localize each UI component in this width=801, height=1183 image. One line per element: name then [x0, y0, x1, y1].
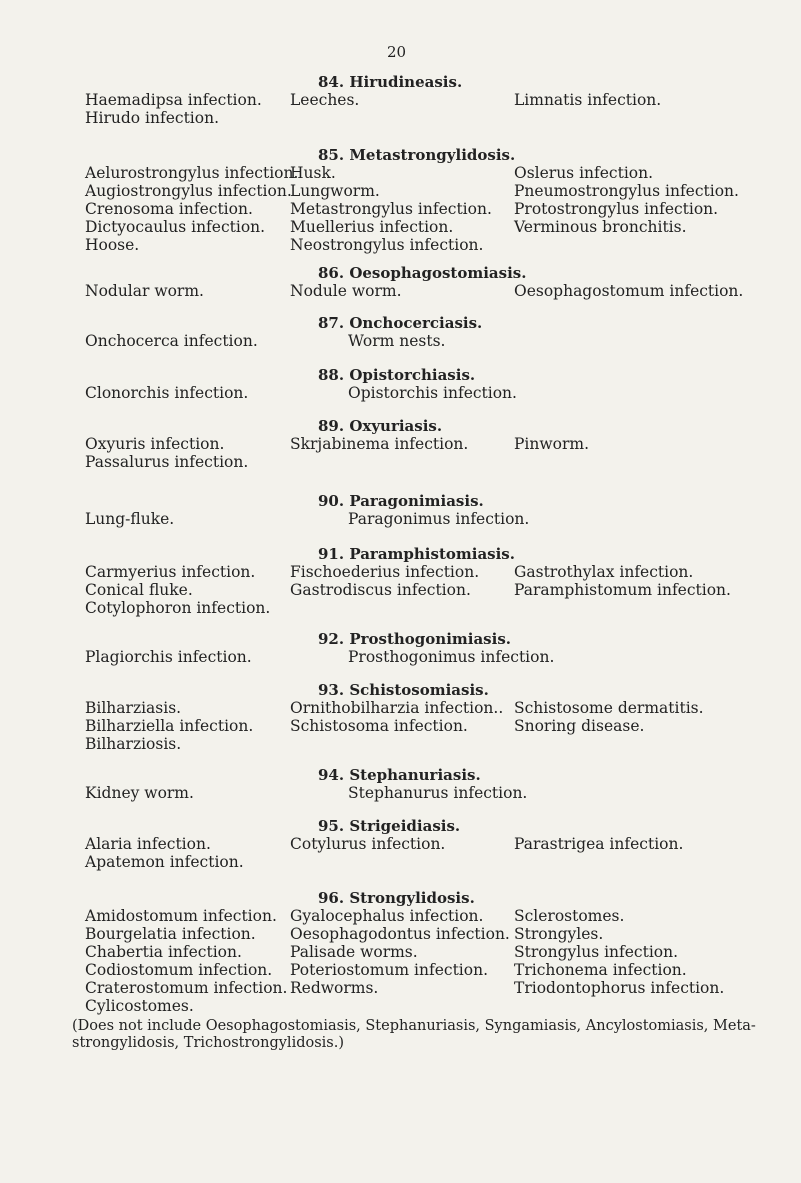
left-term: Chabertia infection. — [85, 943, 242, 961]
section-term: Lungworm. — [290, 182, 380, 200]
section-term: Paragonimus infection. — [348, 510, 530, 528]
left-term: Bilharziosis. — [85, 735, 182, 753]
section-heading: 87. Onchocerciasis. — [318, 314, 483, 332]
left-term: Augiostrongylus infection. — [85, 182, 292, 200]
section-term: Verminous bronchitis. — [514, 218, 687, 236]
section-term: Parastrigea infection. — [514, 835, 684, 853]
page-number: 20 — [387, 43, 407, 61]
left-term: Passalurus infection. — [85, 453, 249, 471]
section-term: Oesophagodontus infection. — [290, 925, 510, 943]
section-term: Schistosoma infection. — [290, 717, 468, 735]
section-term: Worm nests. — [348, 332, 446, 350]
footnote: (Does not include Oesophagostomiasis, Stephanuriasis, Syngamiasis, Ancylostomiasis, Meta-strongylidosis, Trichostrongylidosis.) — [72, 1018, 756, 1051]
section-term: Oesophagostomum infection. — [514, 282, 744, 300]
left-term: Amidostomum infection. — [85, 907, 277, 925]
section-term: Cotylurus infection. — [290, 835, 446, 853]
section-heading: 86. Oesophagostomiasis. — [318, 264, 527, 282]
section-heading: 89. Oxyuriasis. — [318, 417, 443, 435]
section-heading: 92. Prosthogonimiasis. — [318, 630, 511, 648]
left-term: Kidney worm. — [85, 784, 194, 802]
section-term: Metastrongylus infection. — [290, 200, 492, 218]
left-term: Hoose. — [85, 236, 140, 254]
section-term: Paramphistomum infection. — [514, 581, 731, 599]
left-term: Nodular worm. — [85, 282, 204, 300]
section-heading: 94. Stephanuriasis. — [318, 766, 481, 784]
left-term: Clonorchis infection. — [85, 384, 249, 402]
section-term: Husk. — [290, 164, 336, 182]
section-term: Gyalocephalus infection. — [290, 907, 484, 925]
section-term: Prosthogonimus infection. — [348, 648, 555, 666]
left-term: Crenosoma infection. — [85, 200, 253, 218]
section-term: Stephanurus infection. — [348, 784, 528, 802]
left-term: Cotylophoron infection. — [85, 599, 271, 617]
left-term: Oxyuris infection. — [85, 435, 225, 453]
section-term: Strongylus infection. — [514, 943, 679, 961]
section-term: Strongyles. — [514, 925, 604, 943]
section-heading: 88. Opistorchiasis. — [318, 366, 476, 384]
left-term: Codiostomum infection. — [85, 961, 273, 979]
left-term: Aelurostrongylus infection. — [85, 164, 299, 182]
section-term: Gastrodiscus infection. — [290, 581, 471, 599]
left-term: Apatemon infection. — [85, 853, 244, 871]
left-term: Dictyocaulus infection. — [85, 218, 266, 236]
left-term: Hirudo infection. — [85, 109, 220, 127]
section-term: Oslerus infection. — [514, 164, 654, 182]
section-term: Leeches. — [290, 91, 360, 109]
section-heading: 96. Strongylidosis. — [318, 889, 475, 907]
section-term: Limnatis infection. — [514, 91, 662, 109]
section-term: Protostrongylus infection. — [514, 200, 719, 218]
section-term: Neostrongylus infection. — [290, 236, 484, 254]
left-term: Alaria infection. — [85, 835, 211, 853]
left-term: Bourgelatia infection. — [85, 925, 256, 943]
section-term: Trichonema infection. — [514, 961, 687, 979]
left-term: Carmyerius infection. — [85, 563, 256, 581]
section-heading: 91. Paramphistomiasis. — [318, 545, 515, 563]
section-term: Muellerius infection. — [290, 218, 454, 236]
section-term: Pneumostrongylus infection. — [514, 182, 739, 200]
section-heading: 93. Schistosomiasis. — [318, 681, 489, 699]
left-term: Plagiorchis infection. — [85, 648, 252, 666]
section-term: Schistosome dermatitis. — [514, 699, 704, 717]
section-term: Ornithobilharzia infection.. — [290, 699, 504, 717]
section-term: Nodule worm. — [290, 282, 402, 300]
left-term: Craterostomum infection. — [85, 979, 288, 997]
section-heading: 84. Hirudineasis. — [318, 73, 463, 91]
section-heading: 85. Metastrongylidosis. — [318, 146, 516, 164]
section-term: Palisade worms. — [290, 943, 418, 961]
section-term: Skrjabinema infection. — [290, 435, 469, 453]
left-term: Haemadipsa infection. — [85, 91, 262, 109]
section-heading: 90. Paragonimiasis. — [318, 492, 484, 510]
section-term: Pinworm. — [514, 435, 590, 453]
left-term: Bilharziasis. — [85, 699, 182, 717]
section-term: Fischoederius infection. — [290, 563, 480, 581]
section-term: Sclerostomes. — [514, 907, 625, 925]
left-term: Conical fluke. — [85, 581, 193, 599]
left-term: Lung-fluke. — [85, 510, 175, 528]
section-term: Gastrothylax infection. — [514, 563, 694, 581]
section-term: Poteriostomum infection. — [290, 961, 489, 979]
left-term: Onchocerca infection. — [85, 332, 258, 350]
section-term: Redworms. — [290, 979, 379, 997]
section-heading: 95. Strigeidiasis. — [318, 817, 461, 835]
section-term: Snoring disease. — [514, 717, 645, 735]
section-term: Opistorchis infection. — [348, 384, 517, 402]
section-term: Triodontophorus infection. — [514, 979, 725, 997]
left-term: Cylicostomes. — [85, 997, 194, 1015]
left-term: Bilharziella infection. — [85, 717, 254, 735]
